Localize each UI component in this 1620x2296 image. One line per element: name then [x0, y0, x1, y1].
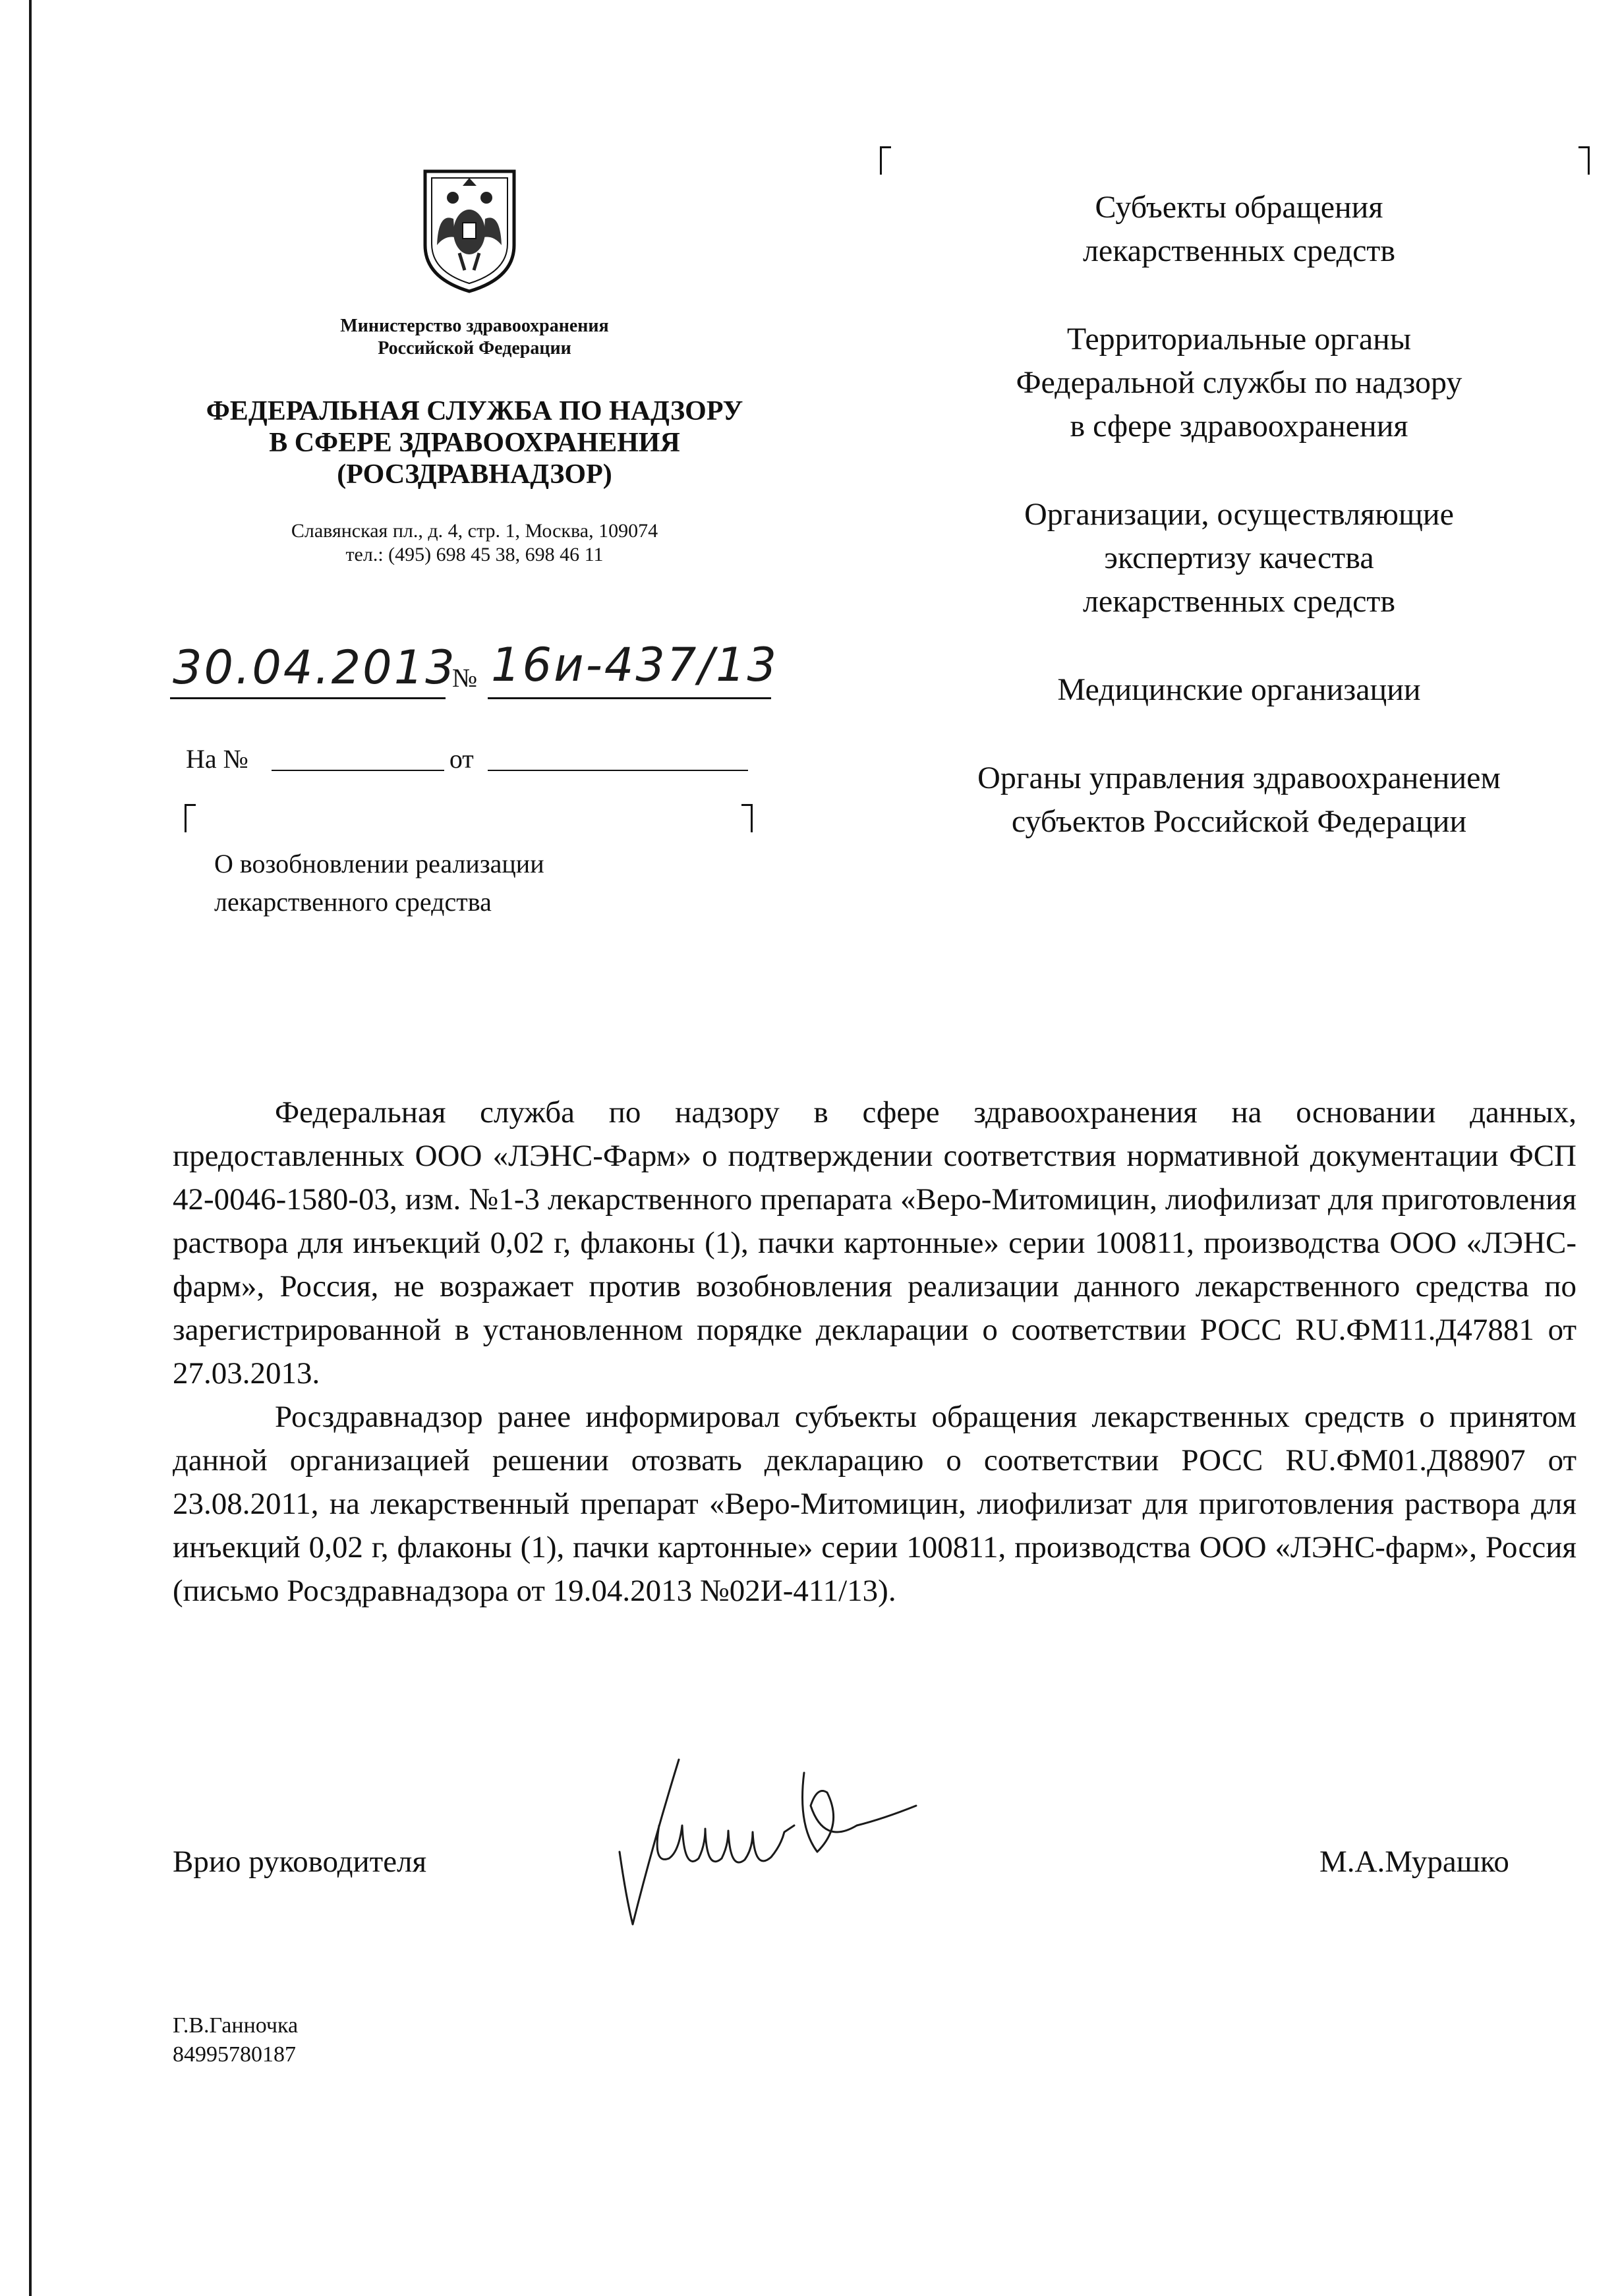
body-paragraph: Росздравнадзор ранее информировал субъекты обращения лекарственных средств о принятом данной организацией решении отозвать декларацию о соответствии РОСС RU.ФМ01.Д88907 от 23.08.2011, на лекарственный препарат «Веро-Митомицин, лиофилизат для приготовления раствора для инъекций 0,02 г, флаконы (1), пачки картонные» серии 100811, производства ООО «ЛЭНС-фарм», Россия (письмо Росздравнадзора от 19.04.2013 №02И-411/13). [173, 1400, 1577, 1608]
reference-number-label: На № [186, 744, 248, 774]
scan-edge-line [29, 0, 32, 2296]
recipient-bracket-left [880, 146, 891, 175]
recipient-group [910, 493, 1569, 623]
recipient-bracket-right [1578, 146, 1590, 175]
recipient-group [910, 318, 1569, 448]
reference-number-blank [272, 770, 444, 771]
recipient-line: лекарственных средств [1082, 233, 1396, 268]
subject-bracket-right [741, 804, 753, 832]
body-paragraph: Федеральная служба по надзору в сфере здравоохранения на основании данных, предоставленных ООО «ЛЭНС-Фарм» о подтверждении соответствия нормативной документации ФСП 42-0046-1580-03, изм. №1-3 лекарственного препарата «Веро-Митомицин, лиофилизат для приготовления раствора для инъекций 0,02 г, флаконы (1), пачки картонные» серии 100811, производства ООО «ЛЭНС-фарм», Россия, не возражает против возобновления реализации данного лекарственного средства по зарегистрированной в установленном порядке декларации о соответствии РОСС RU.ФМ11.Д47881 от 27.03.2013. [173, 1095, 1577, 1391]
recipient-line: Медицинские организации [1057, 672, 1421, 707]
recipient-group [910, 668, 1569, 712]
coat-of-arms-icon [419, 166, 521, 295]
executor-phone: 84995780187 [173, 2042, 296, 2067]
service-line: (РОСЗДРАВНАДЗОР) [337, 459, 612, 490]
recipient-line: Организации, осуществляющие [1024, 497, 1454, 532]
service-name [165, 395, 784, 490]
signatory-name: М.А.Мурашко [1319, 1845, 1509, 1879]
recipient-line: лекарственных средств [1082, 584, 1396, 619]
recipient-line: экспертизу качества [1104, 540, 1374, 575]
handwritten-signature [606, 1746, 936, 1944]
recipients-block [910, 186, 1569, 888]
subject-bracket-left [185, 804, 196, 832]
phone-line: тел.: (495) 698 45 38, 698 46 11 [345, 544, 604, 565]
subject-line: О возобновлении реализации [214, 849, 544, 878]
recipient-line: в сфере здравоохранения [1070, 409, 1408, 444]
ministry-line: Министерство здравоохранения [340, 316, 609, 336]
recipient-line: Органы управления здравоохранением [977, 761, 1501, 795]
date-underline [170, 697, 446, 699]
executor-name: Г.В.Ганночка [173, 2013, 299, 2038]
reference-from-label: от [449, 744, 474, 774]
ministry-line: Российской Федерации [378, 338, 571, 359]
recipient-line: субъектов Российской Федерации [1011, 804, 1467, 839]
ministry-name [257, 315, 692, 360]
recipient-group [910, 757, 1569, 844]
service-line: В СФЕРЕ ЗДРАВООХРАНЕНИЯ [269, 428, 680, 458]
reference-date-blank [488, 770, 748, 771]
address-line: Славянская пл., д. 4, стр. 1, Москва, 109074 [291, 520, 658, 542]
service-line: ФЕДЕРАЛЬНАЯ СЛУЖБА ПО НАДЗОРУ [206, 396, 743, 426]
recipient-line: Субъекты обращения [1095, 190, 1383, 225]
executor-block [173, 2011, 298, 2069]
letter-subject [214, 845, 741, 921]
recipient-group [910, 186, 1569, 273]
recipient-line: Федеральной службы по надзору [1016, 365, 1462, 400]
service-address [198, 519, 751, 567]
subject-line: лекарственного средства [214, 887, 492, 917]
number-underline [488, 697, 771, 699]
registration-date: 30.04.2013 [173, 641, 457, 695]
number-label: № [452, 663, 478, 693]
registration-number: 16и-437/13 [491, 638, 779, 692]
letter-body [173, 1091, 1577, 1613]
signatory-role: Врио руководителя [173, 1845, 427, 1879]
recipient-line: Территориальные органы [1066, 322, 1412, 357]
